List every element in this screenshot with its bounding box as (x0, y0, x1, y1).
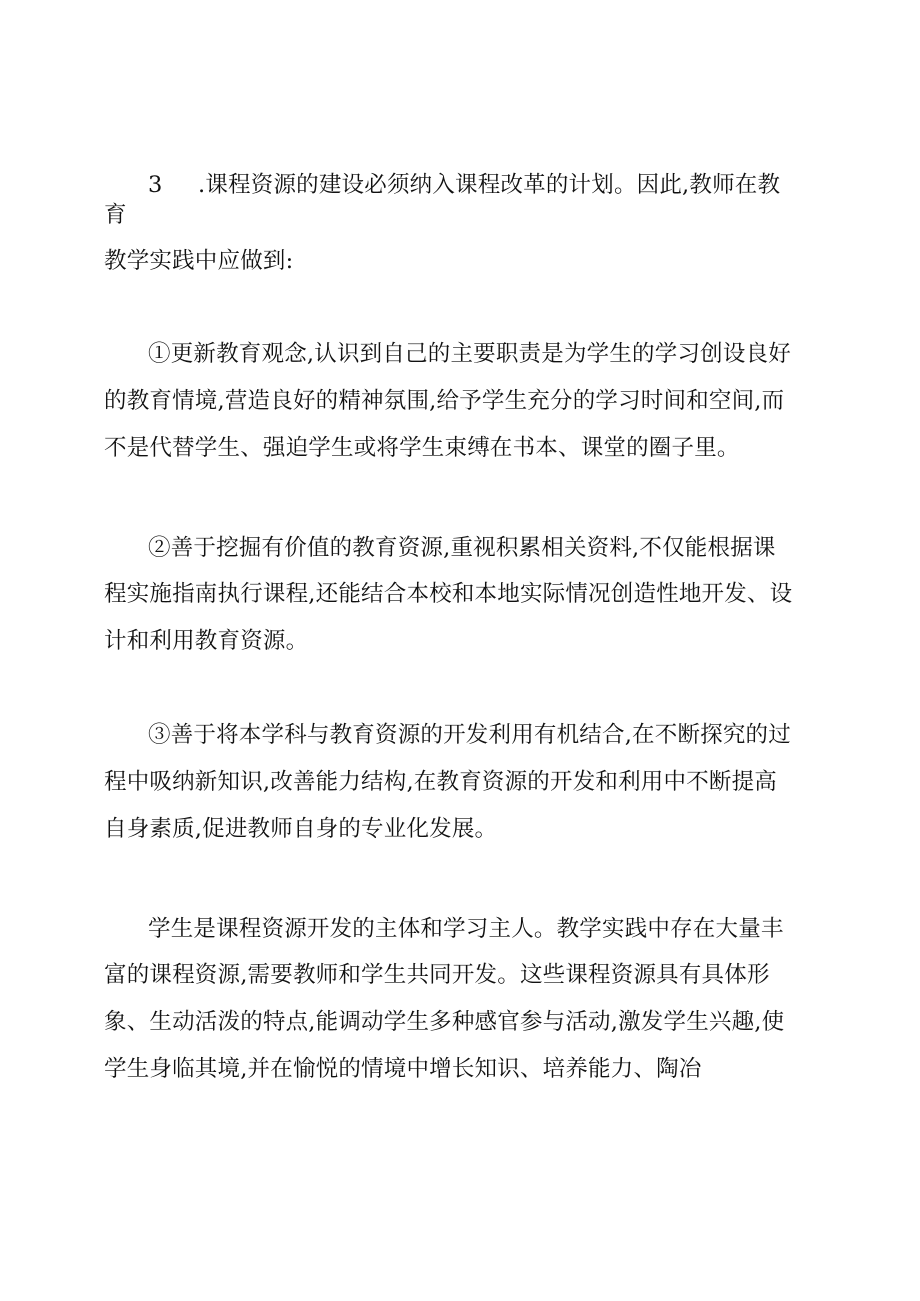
paragraph-3-line-3: 自身素质,促进教师自身的专业化发展。 (104, 816, 498, 842)
paragraph-1-line-1: ①更新教育观念,认识到自己的主要职责是为学生的学习创设良好 (148, 341, 791, 367)
heading-line-1 (148, 170, 780, 200)
paragraph-2-line-2: 程实施指南执行课程,还能结合本校和本地实际情况创造性地开发、设 (104, 581, 793, 607)
paragraph-3-line-1: ③善于将本学科与教育资源的开发利用有机结合,在不断探究的过 (148, 722, 791, 748)
paragraph-4-line-3: 象、生动活泼的特点,能调动学生多种感官参与活动,激发学生兴趣,使 (104, 1009, 785, 1035)
paragraph-4-line-2: 富的课程资源,需要教师和学生共同开发。这些课程资源具有具体形 (104, 962, 770, 988)
paragraph-4-line-4: 学生身临其境,并在愉悦的情境中增长知识、培养能力、陶冶 (104, 1056, 702, 1082)
paragraph-2-line-1: ②善于挖掘有价值的教育资源,重视积累相关资料,不仅能根据课 (148, 535, 776, 561)
heading-text: .课程资源的建设必须纳入课程改革的计划。因此,教师在教 (198, 172, 781, 198)
paragraph-4-line-1: 学生是课程资源开发的主体和学习主人。教学实践中存在大量丰 (148, 916, 784, 942)
paragraph-3-line-2: 程中吸纳新知识,改善能力结构,在教育资源的开发和利用中不断提高 (104, 769, 778, 795)
item-number: 3 (148, 172, 163, 198)
paragraph-1-line-2: 的教育情境,营造良好的精神氛围,给予学生充分的学习时间和空间,而 (104, 388, 785, 414)
paragraph-1-line-3: 不是代替学生、强迫学生或将学生束缚在书本、课堂的圈子里。 (104, 435, 740, 461)
heading-line-2: 育 (104, 202, 127, 228)
heading-line-3: 教学实践中应做到: (104, 248, 294, 274)
paragraph-2-line-3: 计和利用教育资源。 (104, 628, 309, 654)
